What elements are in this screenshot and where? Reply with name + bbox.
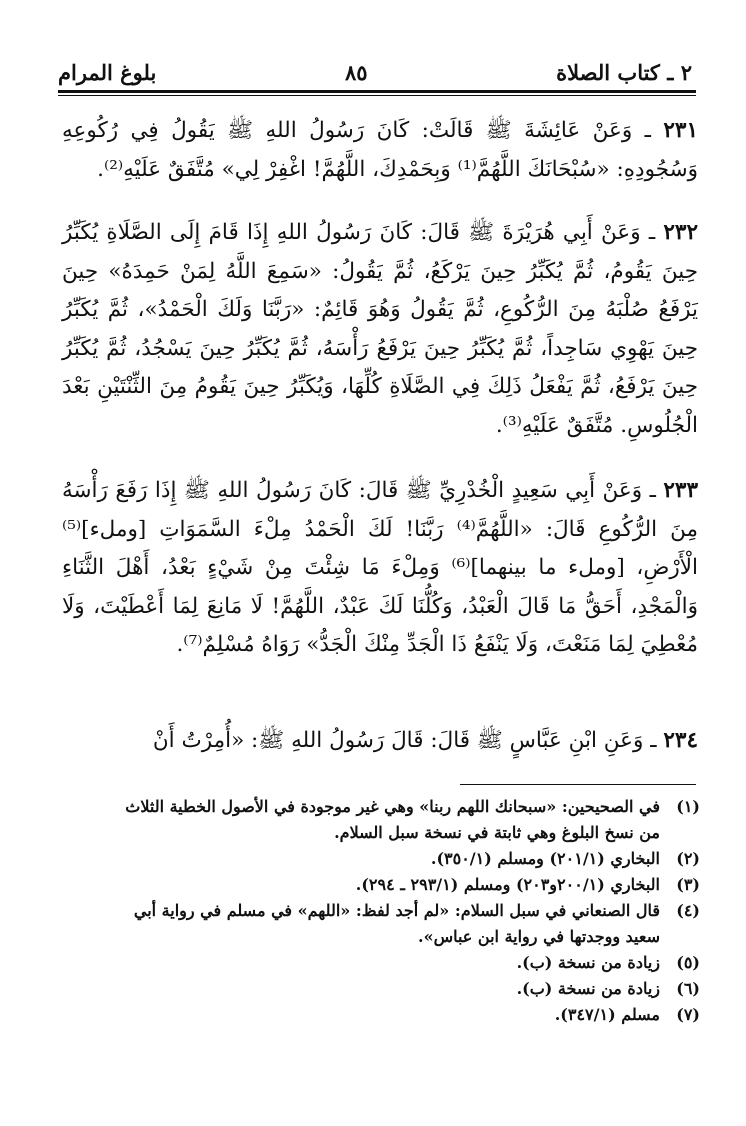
footnote-text: في الصحيحين: «سبحانك اللهم ربنا» وهي غير موجودة في الأصول الخطية الثلاث من نسخ البلوغ وهي ثابتة في نسخة سبل السلام. [125,797,660,842]
chapter-title: ٢ ـ كتاب الصلاة [556,59,692,85]
footnote-text: زيادة من نسخة (ب). [516,979,660,998]
footnote-number: (٧) [676,1005,700,1024]
footnote-text: البخاري (٢٠١/١) ومسلم (٣٥٠/١). [430,849,660,868]
footnote-item [62,794,700,846]
hadith-number: ٢٣٣ [663,478,698,503]
footnote-item [62,898,700,950]
footnote-number: (٢) [676,849,700,868]
footnote-number: (١) [676,797,700,816]
footnote-number: (٤) [676,901,700,920]
header-divider-thin [58,95,696,96]
hadith-number: ٢٣٢ [663,220,698,245]
footnote-text: زيادة من نسخة (ب). [516,953,660,972]
footnote-item [62,950,700,976]
page-number: ٨٥ [344,59,368,85]
hadith-text: ـ وَعَنْ أَبِي هُرَيْرَةَ ﷺ قَالَ: كَانَ رَسُولُ اللهِ إِذَا قَامَ إِلَى الصَّلَاةِ يُكَبِّرُ حِينَ يَقُومُ، ثُمَّ يُكَبِّرُ حِينَ يَرْكَعُ، ثُمَّ يَقُولُ: «سَمِعَ اللَّهُ لِمَنْ حَمِدَهُ» حِينَ يَرْفَعُ صُلْبَهُ مِنَ الرُّكُوعِ، ثُمَّ يَقُولُ وَهُوَ قَائِمٌ: «رَبَّنَا وَلَكَ الْحَمْدُ»، ثُمَّ يُكَبِّرُ حِينَ يَهْوِي سَاجِداً، ثُمَّ يُكَبِّرُ حِينَ يَرْفَعُ رَأْسَهُ، ثُمَّ يُكَبِّرُ حِينَ يَسْجُدُ، ثُمَّ يُكَبِّرُ حِينَ يَرْفَعُ، ثُمَّ يَفْعَلُ ذَلِكَ فِي الصَّلَاةِ كُلِّهَا، وَيُكَبِّرُ حِينَ يَقُومُ مِنَ الثِّنْتَيْنِ بَعْدَ الْجُلُوسِ. مُتَّفَقٌ عَلَيْهِ⁽³⁾. [62,220,698,438]
hadith-text: ـ وَعَنْ أَبِي سَعِيدٍ الْخُدْرِيِّ ﷺ قَالَ: كَانَ رَسُولُ اللهِ ﷺ إِذَا رَفَعَ رَأْسَهُ مِنَ الرُّكُوعِ قَالَ: «اللَّهُمَّ⁽⁴⁾ رَبَّنَا! لَكَ الْحَمْدُ مِلْءَ السَّمَوَاتِ [وملء]⁽⁵⁾ الْأَرْضِ، [وملء ما بينهما]⁽⁶⁾ وَمِلْءَ مَا شِئْتَ مِنْ شَيْءٍ بَعْدُ، أَهْلَ الثَّنَاءِ وَالْمَجْدِ، أَحَقُّ مَا قَالَ الْعَبْدُ، وَكُلُّنَا لَكَ عَبْدٌ، اللَّهُمَّ! لَا مَانِعَ لِمَا أَعْطَيْتَ، وَلَا مُعْطِيَ لِمَا مَنَعْتَ، وَلَا يَنْفَعُ ذَا الْجَدِّ مِنْكَ الْجَدُّ» رَوَاهُ مُسْلِمٌ⁽⁷⁾. [62,478,698,657]
hadith-number: ٢٣١ [663,118,698,143]
footnote-item [62,1002,700,1028]
footnote-number: (٣) [676,875,700,894]
footnote-item [62,872,700,898]
footnote-text: مسلم (٣٤٧/١). [554,1005,660,1024]
hadith-232 [62,214,698,445]
hadith-231 [62,112,698,189]
header-divider [58,90,696,93]
footnote-text: قال الصنعاني في سبل السلام: «لم أجد لفظ: «اللهم» في مسلم في رواية أبي سعيد ووجدتها في رواية ابن عباس». [133,901,660,946]
footnote-number: (٥) [676,953,700,972]
footnote-number: (٦) [676,979,700,998]
hadith-text: ـ وَعَنْ عَائِشَةَ ﷺ قَالَتْ: كَانَ رَسُولُ اللهِ ﷺ يَقُولُ فِي رُكُوعِهِ وَسُجُودِهِ: «سُبْحَانَكَ اللَّهُمَّ⁽¹⁾ وَبِحَمْدِكَ، اللَّهُمَّ! اغْفِرْ لِي» مُتَّفَقٌ عَلَيْهِ⁽²⁾. [62,118,698,182]
hadith-233 [62,472,698,665]
footnote-item [62,846,700,872]
hadith-number: ٢٣٤ [663,728,698,753]
hadith-234 [62,722,698,761]
footnote-divider [460,784,696,785]
page-header [58,56,692,88]
footnote-item [62,976,700,1002]
footnotes [62,794,700,1028]
book-title: بلوغ المرام [58,59,157,85]
footnote-text: البخاري (٢٠٠/١و٢٠٣) ومسلم (٢٩٣/١ ـ ٢٩٤). [355,875,660,894]
hadith-text: ـ وَعَنِ ابْنِ عَبَّاسٍ ﷺ قَالَ: قَالَ رَسُولُ اللهِ ﷺ: «أُمِرْتُ أَنْ [152,728,664,753]
